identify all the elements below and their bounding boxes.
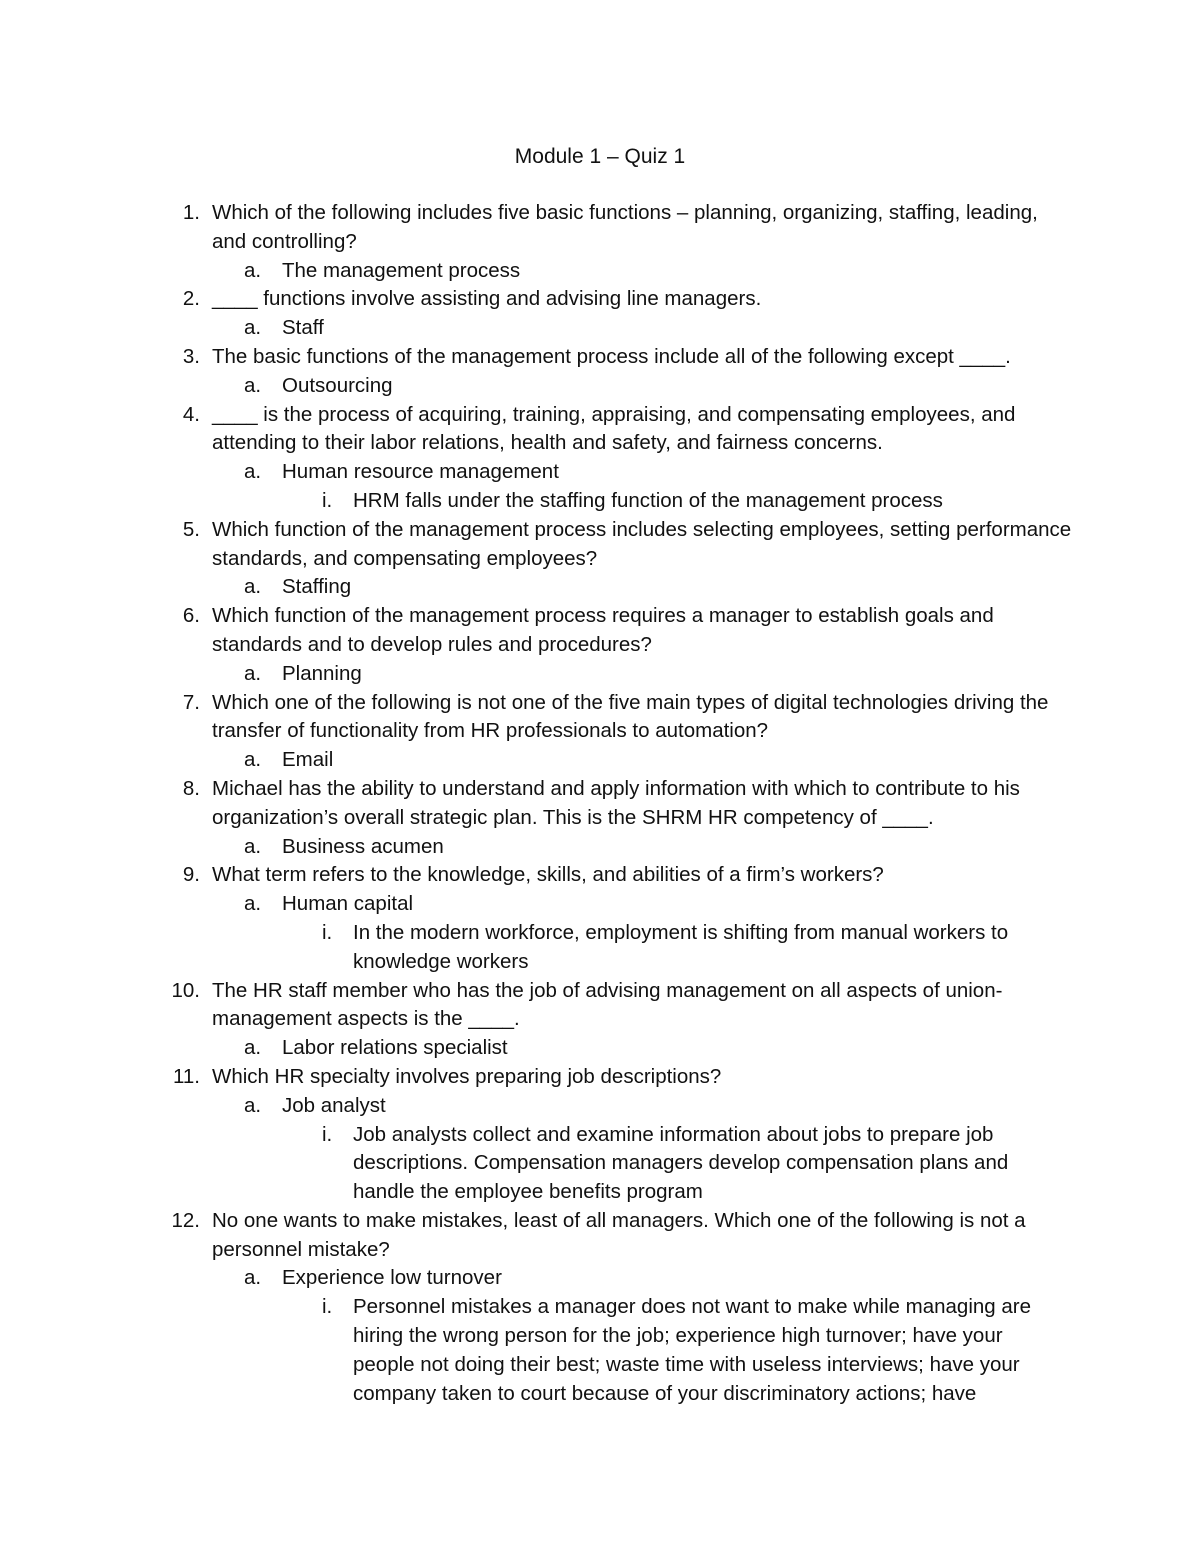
answer-marker: a. (244, 316, 262, 340)
answer-note (0, 1121, 1065, 1207)
note-marker: i. (322, 1295, 333, 1319)
note-text: In the modern workforce, employment is shifting from manual workers to knowledge workers (353, 920, 1009, 973)
note-text: Job analysts collect and examine information about jobs to prepare job descriptions. Compensation managers develop compensation plans and handle the employee benefits program (353, 1122, 1009, 1204)
question-text: Which of the following includes five basic functions – planning, organizing, staffing, leading, and controlling? (212, 201, 1038, 253)
question-item (0, 343, 1072, 372)
question-text: What term refers to the knowledge, skills, and abilities of a firm’s workers? (212, 863, 884, 887)
note-marker: i. (322, 488, 333, 512)
answer-text: Business acumen (282, 834, 444, 858)
answer-item (0, 314, 1062, 343)
answer-marker: a. (244, 661, 262, 685)
answer-marker: a. (244, 1036, 262, 1060)
answer-marker: a. (244, 575, 262, 599)
answer-text: Staffing (282, 575, 352, 599)
answer-item (0, 257, 1062, 286)
note-text: HRM falls under the staffing function of the management process (353, 488, 943, 512)
question-number: 9. (182, 863, 200, 887)
answer-marker: a. (244, 748, 262, 772)
question-item (0, 977, 1072, 1035)
question-item (0, 516, 1072, 574)
answer-item (0, 746, 1062, 775)
question-text: ____ functions involve assisting and advising line managers. (212, 287, 762, 311)
answer-text: Human capital (282, 892, 414, 916)
question-number: 6. (182, 604, 200, 628)
answer-item (0, 1034, 1062, 1063)
answer-text: Experience low turnover (282, 1266, 502, 1290)
answer-marker: a. (244, 460, 262, 484)
answer-text: Email (282, 748, 334, 772)
answer-item (0, 833, 1062, 862)
answer-marker: a. (244, 1093, 262, 1117)
question-item (0, 199, 1072, 257)
question-item (0, 775, 1072, 833)
question-item (0, 689, 1072, 747)
answer-text: The management process (282, 258, 521, 282)
question-number: 12. (171, 1208, 200, 1232)
question-number: 8. (182, 776, 200, 800)
question-text: ____ is the process of acquiring, training, appraising, and compensating employees, and attending to their labor relations, health and safety, and fairness concerns. (212, 402, 1016, 455)
answer-text: Outsourcing (282, 373, 393, 397)
answer-item (0, 1264, 1062, 1293)
question-text: The HR staff member who has the job of advising management on all aspects of union-management aspects is the ____. (212, 978, 1003, 1031)
answer-item (0, 660, 1062, 689)
answer-note (0, 487, 1065, 516)
answer-item (0, 890, 1062, 919)
question-number: 5. (182, 517, 200, 541)
question-text: Which one of the following is not one of the five main types of digital technologies driving the transfer of functionality from HR professionals to automation? (212, 690, 1049, 743)
quiz-list (0, 199, 1200, 1408)
answer-text: Planning (282, 661, 362, 685)
question-item (0, 1207, 1072, 1265)
question-text: Which function of the management process requires a manager to establish goals and standards and to develop rules and procedures? (212, 604, 994, 656)
answer-item (0, 458, 1062, 487)
answer-note (0, 919, 1065, 977)
question-number: 4. (182, 402, 200, 426)
question-number: 11. (173, 1064, 200, 1088)
question-item (0, 861, 1072, 890)
answer-note (0, 1293, 1065, 1408)
answer-text: Job analyst (282, 1093, 386, 1117)
note-marker: i. (322, 1122, 333, 1146)
question-number: 3. (182, 344, 200, 368)
answer-marker: a. (244, 1266, 262, 1290)
question-item (0, 602, 1072, 660)
answer-marker: a. (244, 373, 262, 397)
question-text: Which HR specialty involves preparing job descriptions? (212, 1064, 722, 1088)
answer-marker: a. (244, 892, 262, 916)
question-item (0, 285, 1072, 314)
question-text: Michael has the ability to understand and apply information with which to contribute to his organization’s overall strategic plan. This is the SHRM HR competency of ____. (212, 776, 1020, 829)
question-item (0, 1063, 1072, 1092)
answer-text: Labor relations specialist (282, 1036, 508, 1060)
page-title: Module 1 – Quiz 1 (514, 145, 686, 168)
question-text: The basic functions of the management process include all of the following except ____. (212, 344, 1011, 368)
question-item (0, 401, 1072, 459)
question-text: Which function of the management process includes selecting employees, setting performance standards, and compensating employees? (212, 517, 1072, 570)
question-number: 2. (182, 287, 200, 311)
question-number: 10. (171, 978, 200, 1002)
answer-item (0, 573, 1062, 602)
answer-text: Human resource management (282, 460, 559, 484)
note-text: Personnel mistakes a manager does not want to make while managing are hiring the wrong person for the job; experience high turnover; have your people not doing their best; waste time with useless interviews; have your company taken to court because of your discriminatory actions; have (353, 1295, 1032, 1405)
question-number: 7. (182, 690, 200, 714)
answer-text: Staff (282, 316, 324, 340)
question-text: No one wants to make mistakes, least of all managers. Which one of the following is not a personnel mistake? (212, 1208, 1026, 1261)
answer-marker: a. (244, 258, 262, 282)
answer-item (0, 372, 1062, 401)
note-marker: i. (322, 920, 333, 944)
answer-item (0, 1092, 1062, 1121)
question-number: 1. (182, 201, 200, 224)
answer-marker: a. (244, 834, 262, 858)
